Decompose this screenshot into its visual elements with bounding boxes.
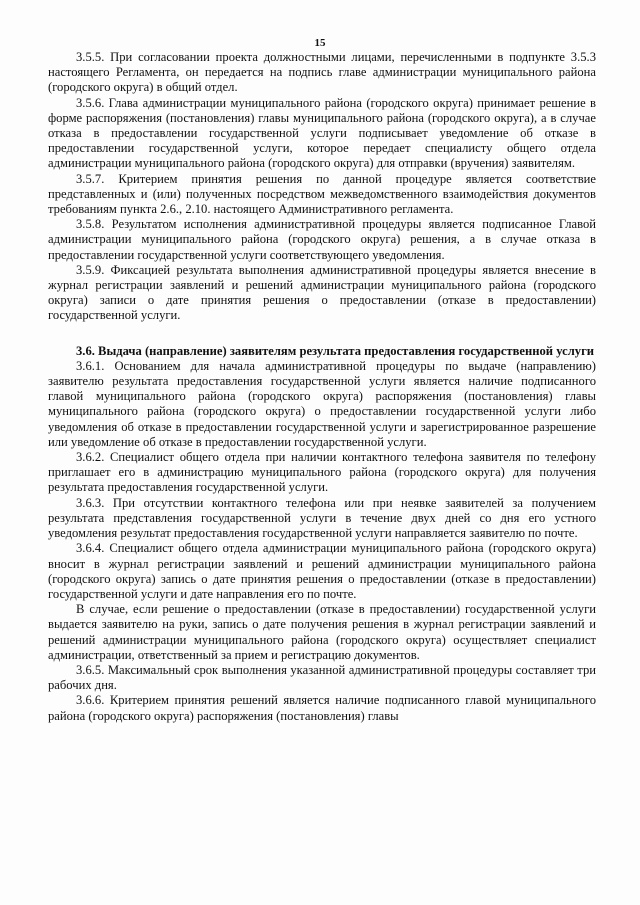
paragraph-3-6-6: 3.6.6. Критерием принятия решений является наличие подписанного главой муниципального района (городского округа) распоряжения (постановления) главы [48, 693, 596, 723]
paragraph-3-5-9: 3.5.9. Фиксацией результата выполнения административной процедуры является внесение в журнал регистрации заявлений и решений администрации муниципального района (городского округа) записи о дате принятия решения о предоставлении (отказе в предоставлении) государственной услуги. [48, 262, 596, 323]
paragraph-3-5-6: 3.5.6. Глава администрации муниципального района (городского округа) принимает решение в форме распоряжения (постановления) главы муниципального района (городского округа), а в случае отказа в предоставлении государственной услуги подписывает уведомление об отказе в предоставлении государственной услуги, которое передает специалисту общего отдела администрации муниципального района (городского округа) для отправки (вручения) заявителям. [48, 95, 596, 171]
paragraph-3-6-1: 3.6.1. Основанием для начала административной процедуры по выдаче (направлению) заявителю результата предоставления государственной услуги является наличие подписанного главой муниципального района (городского округа) распоряжения (постановления) главы муниципального района (городского округа) о предоставлении государственной услуги либо уведомления об отказе в предоставлении государственной услуги и зарегистрированное разрешение или уведомление об отказе в предоставлении государственной услуги. [48, 358, 596, 449]
paragraph-3-5-7: 3.5.7. Критерием принятия решения по данной процедуре является соответствие представленных и (или) полученных посредством межведомственного взаимодействия документов требованиям пункта 2.6., 2.10. настоящего Административного регламента. [48, 171, 596, 217]
paragraph-3-5-5: 3.5.5. При согласовании проекта должностными лицами, перечисленными в подпункте 3.5.3 настоящего Регламента, он передается на подпись главе администрации муниципального района (городского округа) в общий отдел. [48, 50, 596, 95]
document-body [48, 50, 596, 724]
paragraph-3-6-4: 3.6.4. Специалист общего отдела администрации муниципального района (городского округа) вносит в журнал регистрации заявлений и решений администрации муниципального района (городского округа) запись о дате принятия решения о предоставлении (отказе в предоставлении) государственной услуги и дате направления его по почте. [48, 541, 596, 601]
page-number: 15 [314, 37, 326, 49]
section-spacer [48, 324, 596, 344]
paragraph-3-5-8: 3.5.8. Результатом исполнения административной процедуры является подписанное Главой администрации муниципального района (городского округа) решения, а в случае отказа в предоставлении государственной услуги соответствующего уведомления. [48, 217, 596, 262]
section-heading-3-6: 3.6. Выдача (направление) заявителям результата предоставления государственной услуги [76, 343, 595, 358]
paragraph-3-6-4-note: В случае, если решение о предоставлении (отказе в предоставлении) государственной услуги выдается заявителю на руки, запись о дате получения решения в журнал регистрации заявлений и решений администрации муниципального района (городского округа) осуществляет специалист администрации, ответственный за прием и регистрацию документов. [48, 602, 596, 662]
paragraph-3-6-5: 3.6.5. Максимальный срок выполнения указанной административной процедуры составляет три рабочих дня. [48, 662, 596, 693]
paragraph-3-6-2: 3.6.2. Специалист общего отдела при наличии контактного телефона заявителя по телефону приглашает его в администрацию муниципального района (городского округа) для получения результата предоставления государственной услуги. [48, 450, 596, 495]
paragraph-3-6-3: 3.6.3. При отсутствии контактного телефона или при неявке заявителей за получением результата представления государственной услуги в течение двух дней со дня его устного уведомления результат предоставления государственной услуги направляется заявителю по почте. [48, 495, 596, 541]
